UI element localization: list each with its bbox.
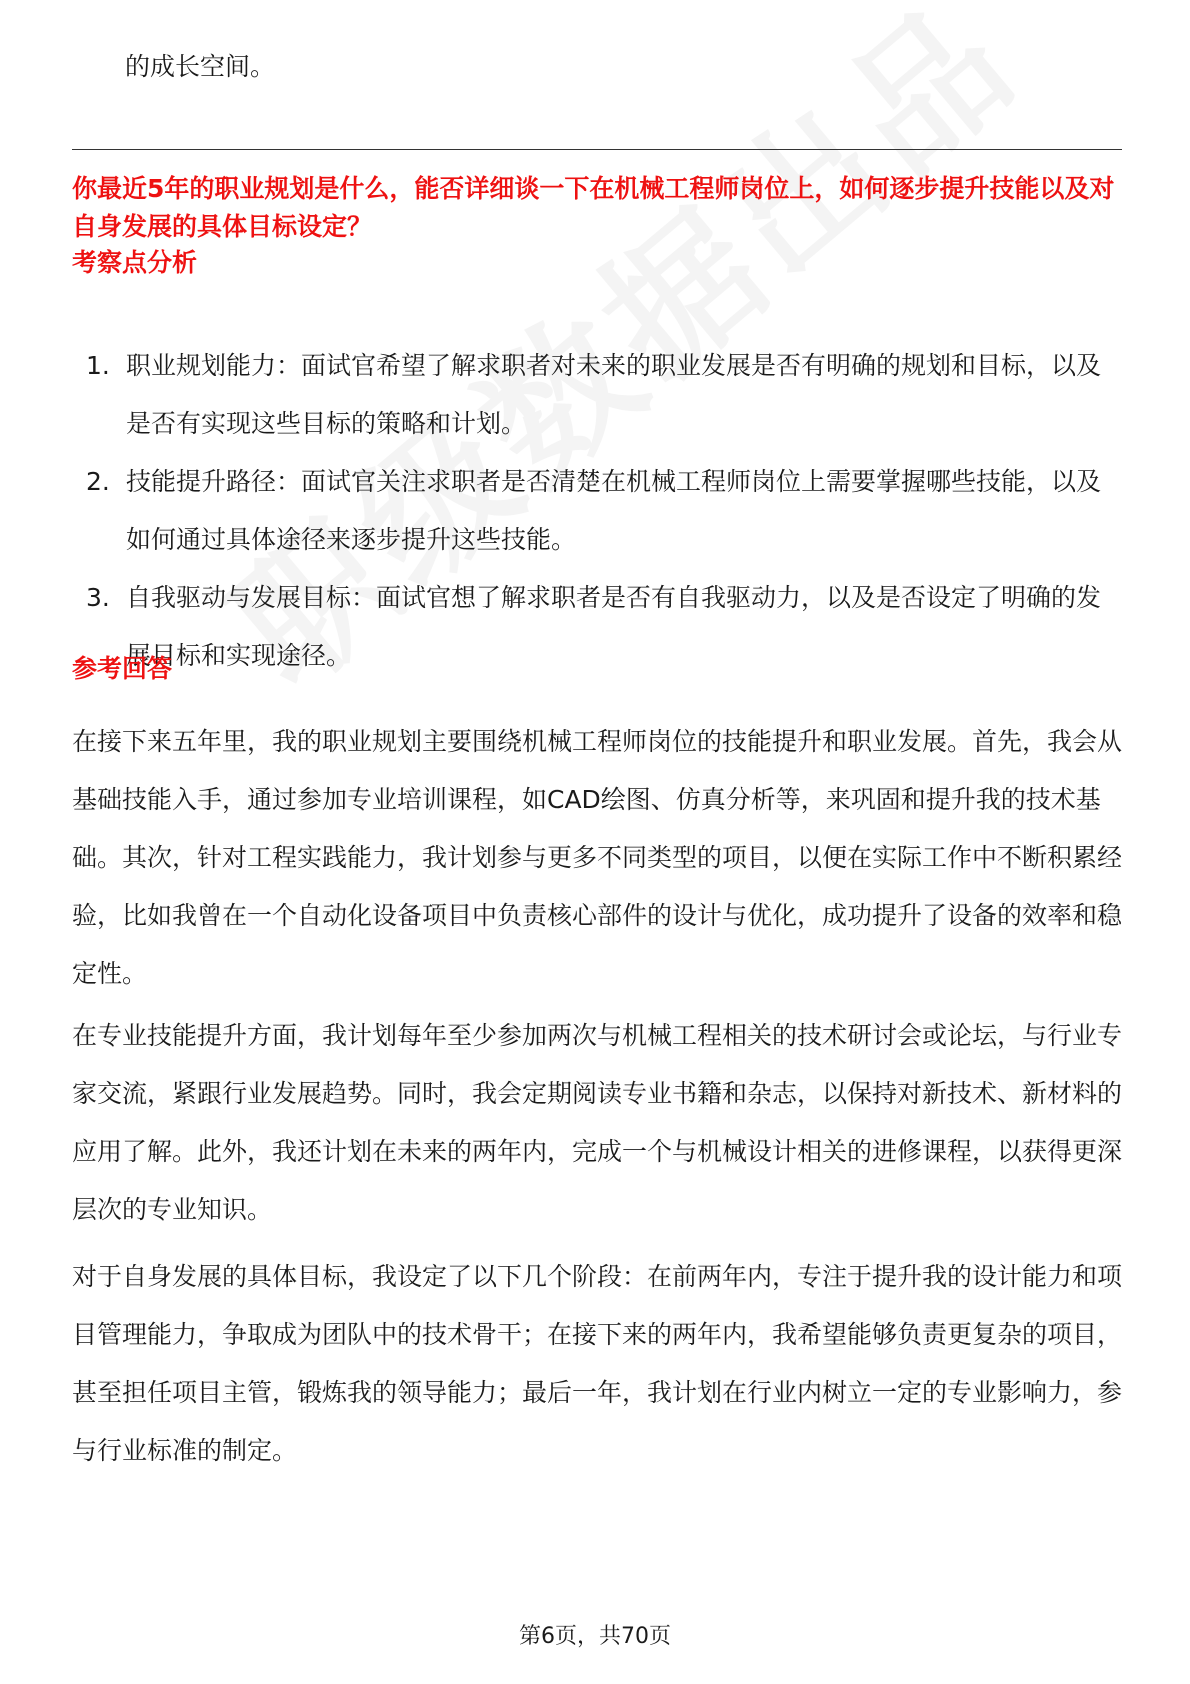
- list-item-text: 技能提升路径：面试官关注求职者是否清楚在机械工程师岗位上需要掌握哪些技能，以及如何通过具体途径来逐步提升这些技能。: [126, 467, 1102, 554]
- analysis-list: [72, 337, 1122, 685]
- section-divider: [72, 149, 1122, 150]
- answer-paragraph: 对于自身发展的具体目标，我设定了以下几个阶段：在前两年内，专注于提升我的设计能力和项目管理能力，争取成为团队中的技术骨干；在接下来的两年内，我希望能够负责更复杂的项目，甚至担任项目主管，锻炼我的领导能力；最后一年，我计划在行业内树立一定的专业影响力，参与行业标准的制定。: [72, 1262, 1123, 1465]
- answer-paragraph: 在接下来五年里，我的职业规划主要围绕机械工程师岗位的技能提升和职业发展。首先，我会从基础技能入手，通过参加专业培训课程，如CAD绘图、仿真分析等，来巩固和提升我的技术基础。其次，针对工程实践能力，我计划参与更多不同类型的项目，以便在实际工作中不断积累经验，比如我曾在一个自动化设备项目中负责核心部件的设计与优化，成功提升了设备的效率和稳定性。: [72, 727, 1123, 988]
- answer-paragraph: 在专业技能提升方面，我计划每年至少参加两次与机械工程相关的技术研讨会或论坛，与行业专家交流，紧跟行业发展趋势。同时，我会定期阅读专业书籍和杂志，以保持对新技术、新材料的应用了解。此外，我还计划在未来的两年内，完成一个与机械设计相关的进修课程，以获得更深层次的专业知识。: [72, 1021, 1123, 1224]
- list-item-text: 职业规划能力：面试官希望了解求职者对未来的职业发展是否有明确的规划和目标，以及是否有实现这些目标的策略和计划。: [126, 351, 1102, 438]
- page-number: 第6页，共70页: [519, 1624, 671, 1649]
- list-item-number: 3.: [86, 583, 110, 612]
- interview-question: 你最近5年的职业规划是什么，能否详细谈一下在机械工程师岗位上，如何逐步提升技能以及对自身发展的具体目标设定？: [72, 174, 1115, 241]
- list-item-text: 自我驱动与发展目标：面试官想了解求职者是否有自我驱动力，以及是否设定了明确的发展目标和实现途径。: [126, 583, 1102, 670]
- list-item: [72, 453, 1122, 569]
- list-item: [72, 337, 1122, 453]
- continuation-text: 的成长空间。: [125, 52, 276, 81]
- analysis-heading: 考察点分析: [72, 248, 198, 277]
- list-item-number: 1.: [86, 351, 110, 380]
- list-item-number: 2.: [86, 467, 110, 496]
- list-item: [72, 569, 1122, 685]
- answer-heading: 参考回答: [72, 654, 173, 683]
